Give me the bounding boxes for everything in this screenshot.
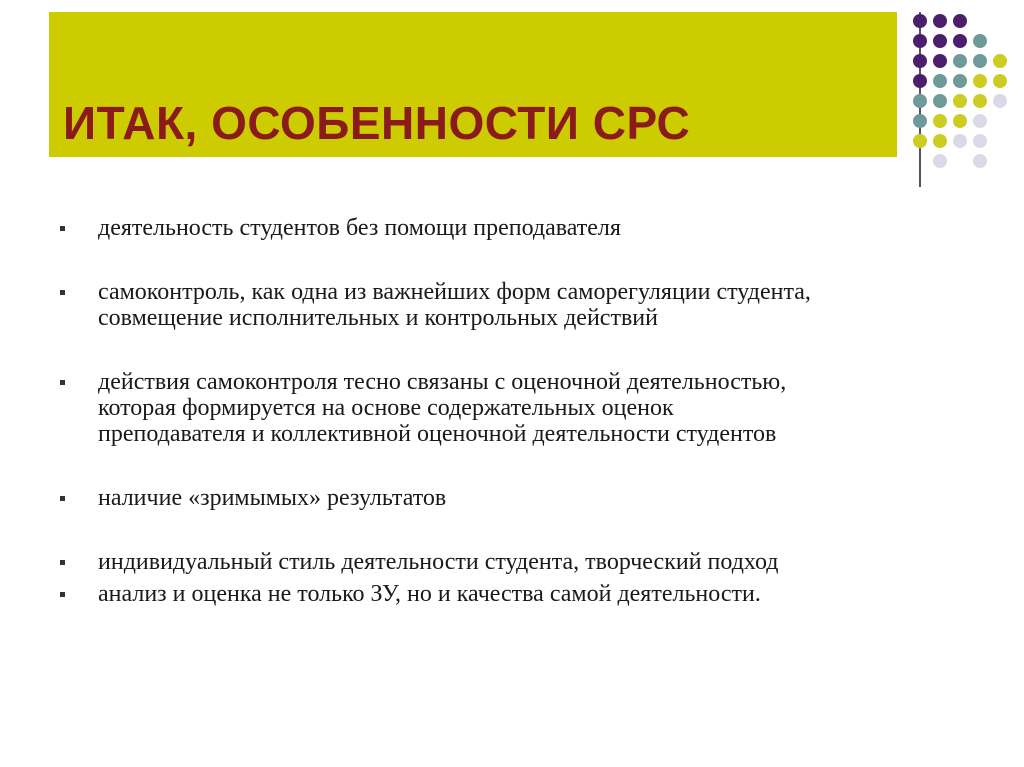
bullet-item — [58, 549, 988, 575]
dot — [933, 114, 947, 128]
dot — [973, 114, 987, 128]
bullet-text: преподавателя и коллективной оценочной деятельности студентов — [98, 421, 777, 447]
bullet-text: индивидуальный стиль деятельности студента, творческий подход — [98, 549, 779, 575]
dot — [933, 134, 947, 148]
bullet-text: совмещение исполнительных и контрольных действий — [98, 305, 658, 331]
slide-title: ИТАК, ОСОБЕННОСТИ СРС — [63, 97, 691, 149]
dot — [913, 94, 927, 108]
dot — [953, 134, 967, 148]
dot — [973, 134, 987, 148]
bullet-list — [58, 215, 988, 607]
dot — [993, 54, 1007, 68]
dot — [933, 14, 947, 28]
dot — [933, 74, 947, 88]
bullet-text: наличие «зримымых» результатов — [98, 485, 447, 511]
bullet-text: самоконтроль, как одна из важнейших форм саморегуляции студента, — [98, 279, 811, 305]
dot — [933, 54, 947, 68]
bullet-marker — [60, 592, 65, 597]
dot — [953, 54, 967, 68]
bullet-item — [58, 369, 988, 447]
dot — [913, 34, 927, 48]
dot — [953, 34, 967, 48]
dot — [973, 94, 987, 108]
dot — [973, 54, 987, 68]
title-band — [49, 12, 897, 157]
bullet-text: деятельность студентов без помощи преподавателя — [98, 215, 621, 241]
bullet-text: которая формируется на основе содержательных оценок — [98, 395, 674, 421]
dot — [933, 94, 947, 108]
dot — [913, 74, 927, 88]
dot — [913, 114, 927, 128]
bullet-item — [58, 485, 988, 511]
dot — [973, 34, 987, 48]
bullet-text: анализ и оценка не только ЗУ, но и качества самой деятельности. — [98, 581, 761, 607]
dot — [953, 74, 967, 88]
dot — [953, 14, 967, 28]
dot — [973, 74, 987, 88]
bullet-item — [58, 215, 988, 241]
dot — [933, 154, 947, 168]
dot — [913, 14, 927, 28]
dot — [993, 74, 1007, 88]
bullet-marker — [60, 380, 65, 385]
dot — [933, 34, 947, 48]
dot — [953, 94, 967, 108]
bullet-marker — [60, 290, 65, 295]
bullet-item — [58, 279, 988, 331]
dot — [913, 54, 927, 68]
bullet-item — [58, 581, 988, 607]
bullet-marker — [60, 560, 65, 565]
bullet-marker — [60, 226, 65, 231]
bullet-text: действия самоконтроля тесно связаны с оценочной деятельностью, — [98, 369, 787, 395]
bullet-marker — [60, 496, 65, 501]
decorative-dot-grid — [907, 10, 1017, 170]
dot — [993, 94, 1007, 108]
dot — [953, 114, 967, 128]
dot — [913, 134, 927, 148]
dot — [973, 154, 987, 168]
